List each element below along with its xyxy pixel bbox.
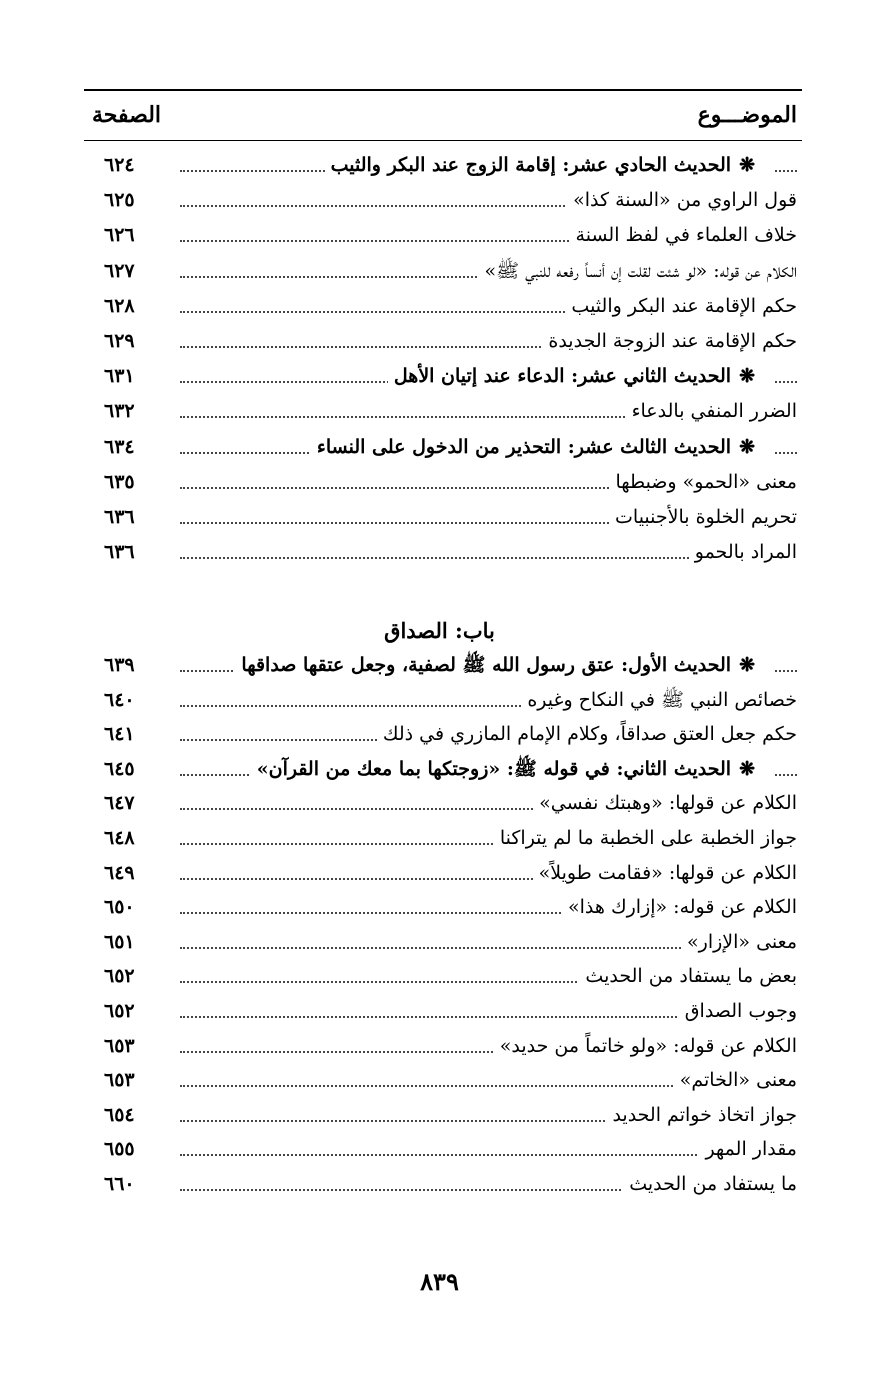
toc-entry-title: المراد بالحمو [689, 534, 797, 570]
hadith-title-text: الحديث الحادي عشر: إقامة الزوج عند البكر والثيب [330, 154, 732, 176]
toc-entry [0, 1097, 879, 1133]
toc-entry-page: ٦٣٩ [104, 654, 135, 676]
toc-entry-page: ٦٤١ [104, 723, 135, 746]
toc-entry [0, 682, 879, 718]
toc-entry-title: خلاف العلماء في لفظ السنة [570, 217, 797, 253]
star-bullet-icon: ❋ [739, 757, 755, 780]
toc-entry-page: ٦٤٠ [104, 688, 135, 711]
star-bullet-icon: ❋ [739, 365, 755, 388]
toc-entry-title: حكم الإقامة عند الزوجة الجديدة [542, 323, 797, 359]
toc-entry-page: ٦٢٥ [104, 189, 135, 212]
toc-entry-page: ٦٥٤ [104, 1103, 135, 1126]
toc-entry-page: ٦٣٢ [104, 400, 135, 423]
toc-entry-page: ٦٥٢ [104, 965, 135, 988]
toc-entry [0, 464, 879, 500]
toc-entry [0, 1131, 879, 1167]
toc-entry-title: تحريم الخلوة بالأجنبيات [609, 499, 797, 535]
toc-entry-title: الكلام عن قوله: «لو شئت لقلت إن أنساً رفعه للنبي ﷺ» [478, 253, 797, 289]
toc-entry-title: حكم جعل العتق صداقاً، وكلام الإمام المازري في ذلك [377, 716, 797, 752]
toc-entry-page: ٦٢٤ [104, 154, 135, 176]
section-heading: باب: الصداق [384, 618, 495, 643]
toc-entry [0, 217, 879, 253]
toc-entry-page: ٦٣٥ [104, 470, 135, 493]
toc-entry-title: ما يستفاد من الحديث [623, 1166, 797, 1202]
toc-entry-title [235, 647, 775, 683]
toc-entry-title: الكلام عن قولها: «وهبتك نفسي» [533, 785, 797, 821]
toc-entry-title [311, 429, 775, 465]
top-rule [84, 89, 802, 91]
hadith-title-text: الحديث الثاني عشر: الدعاء عند إتيان الأهل [393, 365, 732, 388]
toc-entry-page: ٦٣٦ [104, 506, 135, 528]
toc-entry-page: ٦٥٠ [104, 896, 135, 919]
toc-entry [0, 1062, 879, 1098]
toc-entry [0, 499, 879, 535]
toc-entry-page: ٦٥٣ [104, 1069, 135, 1092]
toc-entry [0, 393, 879, 429]
toc-entry [0, 647, 879, 683]
toc-entry [0, 358, 879, 394]
toc-entry-title: بعض ما يستفاد من الحديث [579, 958, 797, 994]
toc-entry-page: ٦٤٥ [104, 757, 135, 780]
hadith-title-text: الحديث الثاني: في قوله ﷺ: «زوجتكها بما معك من القرآن» [256, 757, 732, 780]
toc-entry-title [325, 147, 775, 183]
toc-entry [0, 716, 879, 752]
hadith-title-text: الحديث الثالث عشر: التحذير من الدخول على النساء [316, 435, 732, 458]
toc-entry-page: ٦٤٧ [104, 792, 135, 815]
toc-entry-page: ٦٤٨ [104, 827, 135, 849]
page-column-header: الصفحة [92, 102, 162, 128]
toc-entry [0, 147, 879, 183]
toc-entry-title: وجوب الصداق [679, 993, 797, 1029]
star-bullet-icon: ❋ [739, 154, 755, 176]
toc-entry [0, 323, 879, 359]
toc-entry-page: ٦٥٥ [104, 1138, 135, 1161]
toc-entry [0, 751, 879, 787]
toc-entry [0, 253, 879, 289]
toc-entry [0, 429, 879, 465]
toc-entry [0, 288, 879, 324]
toc-entry-title: قول الراوي من «السنة كذا» [567, 182, 797, 218]
toc-entry-title: معنى «الخاتم» [674, 1062, 797, 1098]
toc-entry [0, 855, 879, 891]
toc-entry-title [388, 358, 775, 394]
toc-entry-page: ٦٣٤ [104, 435, 135, 458]
hadith-title-text: الحديث الأول: عتق رسول الله ﷺ لصفية، وجعل عتقها صداقها [241, 654, 732, 676]
toc-entry-page: ٦٤٩ [104, 861, 135, 884]
toc-entry [0, 958, 879, 994]
header-rule [84, 140, 802, 141]
toc-entry-page: ٦٥٢ [104, 1000, 135, 1022]
toc-entry-title: الكلام عن قولها: «فقامت طويلاً» [533, 855, 797, 891]
topic-column-header: الموضـــوع [697, 102, 797, 128]
toc-entry-title: الكلام عن قوله: «ولو خاتماً من حديد» [494, 1028, 797, 1064]
toc-entry [0, 924, 879, 960]
toc-entry [0, 1166, 879, 1202]
toc-entry [0, 889, 879, 925]
toc-entry-title: الكلام عن قوله: «إزارك هذا» [562, 889, 797, 925]
toc-entry [0, 534, 879, 570]
toc-entry-title: مقدار المهر [699, 1131, 797, 1167]
toc-entry-title: خصائص النبي ﷺ في النكاح وغيره [521, 682, 797, 718]
toc-entry-title: جواز الخطبة على الخطبة ما لم يتراكنا [494, 820, 797, 856]
page-number: ٨٣٩ [420, 1267, 459, 1296]
toc-entry [0, 820, 879, 856]
toc-entry-page: ٦٢٩ [104, 330, 135, 352]
toc-entry-page: ٦٥١ [104, 930, 135, 953]
toc-entry-page: ٦٢٨ [104, 294, 135, 317]
toc-entry-title: معنى «الإزار» [681, 924, 797, 960]
toc-entry-title: حكم الإقامة عند البكر والثيب [565, 288, 797, 324]
toc-entry [0, 182, 879, 218]
toc-entry-page: ٦٣١ [104, 365, 135, 388]
toc-entry-title: الضرر المنفي بالدعاء [626, 393, 797, 429]
star-bullet-icon: ❋ [739, 435, 755, 458]
toc-entry-page: ٦٢٧ [104, 259, 135, 282]
toc-entry-page: ٦٣٦ [104, 541, 135, 564]
toc-entry [0, 993, 879, 1029]
star-bullet-icon: ❋ [739, 654, 755, 676]
toc-entry [0, 785, 879, 821]
toc-entry-title: معنى «الحمو» وضبطها [609, 464, 797, 500]
toc-entry-title [251, 751, 775, 787]
toc-entry-title: جواز اتخاذ خواتم الحديد [606, 1097, 797, 1133]
toc-entry [0, 1028, 879, 1064]
toc-entry-page: ٦٢٦ [104, 224, 135, 247]
toc-entry-page: ٦٥٣ [104, 1034, 135, 1057]
toc-entry-page: ٦٦٠ [104, 1173, 135, 1195]
